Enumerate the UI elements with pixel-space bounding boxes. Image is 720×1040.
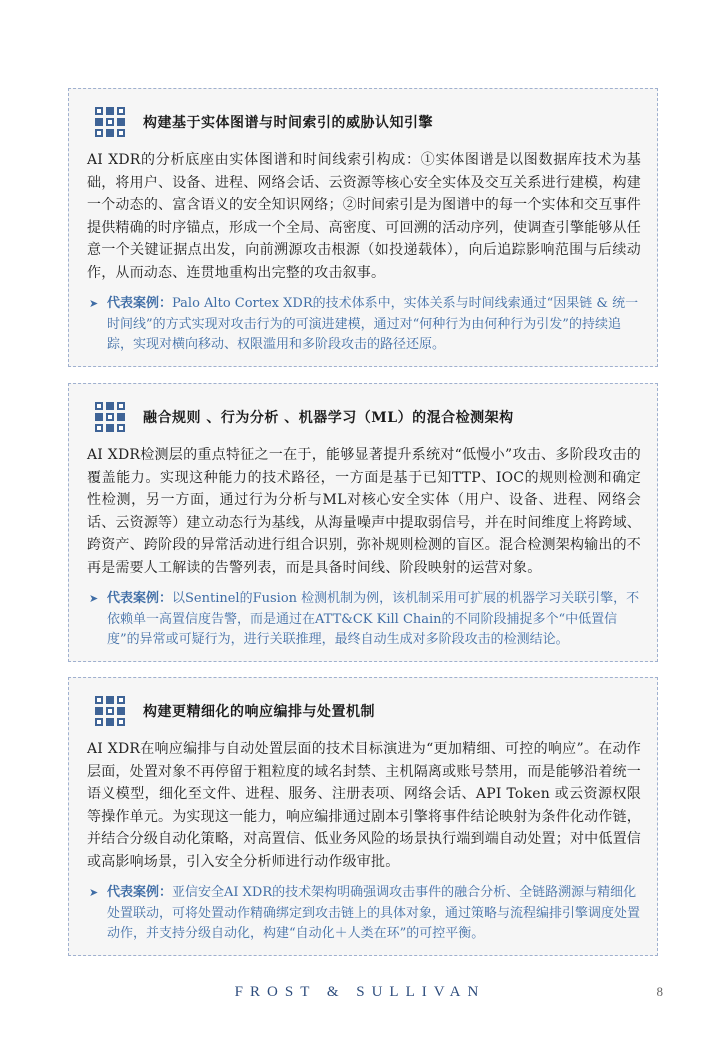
section-card-3 bbox=[68, 677, 658, 956]
example-text: 亚信安全AI XDR的技术架构明确强调攻击事件的融合分析、全链路溯源与精细化处置联动，可将处置动作精确绑定到攻击链上的具体对象，通过策略与流程编排引擎调度处置动作，并支持分级自动化，构建“自动化＋人类在环”的可控平衡。 bbox=[107, 885, 641, 941]
example-content bbox=[107, 883, 641, 945]
example-label: 代表案例： bbox=[107, 591, 173, 606]
section-header bbox=[87, 398, 641, 436]
section-body: AI XDR在响应编排与自动处置层面的技术目标演进为“更加精细、可控的响应”。在动作层面，处置对象不再停留于粗粒度的域名封禁、主机隔离或账号禁用，而是能够沿着统一语义模型，细化至文件、进程、服务、注册表项、网络会话、API Token 或云资源权限等操作单元。为实现这一能力，响应编排通过剧本引擎将事件结论映射为条件化动作链，并结合分级自动化策略，对高置信、低业务风险的场景执行端到端自动处置；对中低置信或高影响场景，引入安全分析师进行动作级审批。 bbox=[87, 741, 641, 870]
section-title: 构建基于实体图谱与时间索引的威胁认知引擎 bbox=[143, 115, 433, 131]
section-body: AI XDR的分析底座由实体图谱和时间线索引构成：①实体图谱是以图数据库技术为基础，将用户、设备、进程、网络会话、云资源等核心安全实体及交互关系进行建模，构建一个动态的、富含语义的安全知识网络；②时间索引是为图谱中的每一个实体和交互事件提供精确的时序锚点，形成一个全局、高密度、可回溯的活动序列，使调查引擎能够从任意一个关键证据点出发，向前溯源攻击根源（如投递载体），向后追踪影响范围与后续动作，从而动态、连贯地重构出完整的攻击叙事。 bbox=[87, 152, 641, 281]
page-number: 8 bbox=[656, 984, 663, 999]
section-title: 融合规则 、行为分析 、机器学习（ML）的混合检测架构 bbox=[143, 410, 514, 426]
section-title: 构建更精细化的响应编排与处置机制 bbox=[143, 704, 375, 720]
example-content bbox=[107, 589, 641, 651]
example-text: 以Sentinel的Fusion 检测机制为例，该机制采用可扩展的机器学习关联引擎，不依赖单一高置信度告警，而是通过在ATT&CK Kill Chain的不同阶段捕捉多个“中低置信度”的异常或可疑行为，进行关联推理，最终自动生成对多阶段攻击的检测结论。 bbox=[107, 591, 640, 647]
brand-logo: FROST & SULLIVAN bbox=[234, 984, 486, 1000]
example-block bbox=[89, 294, 641, 356]
grid-icon bbox=[95, 696, 125, 726]
triangle-right-icon: ➤ bbox=[89, 592, 99, 605]
example-block bbox=[89, 883, 641, 945]
section-card-2 bbox=[68, 383, 658, 662]
section-body: AI XDR检测层的重点特征之一在于，能够显著提升系统对“低慢小”攻击、多阶段攻击的覆盖能力。实现这种能力的技术路径，一方面是基于已知TTP、IOC的规则检测和确定性检测，另一方面，通过行为分析与ML对核心安全实体（用户、设备、进程、网络会话、云资源等）建立动态行为基线，从海量噪声中提取弱信号，并在时间维度上将跨域、跨资产、跨阶段的异常活动进行组合识别，弥补规则检测的盲区。混合检测架构输出的不再是需要人工解读的告警列表，而是具备时间线、阶段映射的运营对象。 bbox=[87, 447, 641, 576]
example-content bbox=[107, 294, 641, 356]
section-header bbox=[87, 103, 641, 141]
grid-icon bbox=[95, 402, 125, 432]
section-card-1 bbox=[68, 88, 658, 367]
example-block bbox=[89, 589, 641, 651]
triangle-right-icon: ➤ bbox=[89, 886, 99, 899]
example-label: 代表案例： bbox=[107, 296, 173, 311]
example-text: Palo Alto Cortex XDR的技术体系中，实体关系与时间线索通过“因果链 & 统一时间线”的方式实现对攻击行为的可演进建模，通过对“何种行为由何种行为引发”的持续追踪，实现对横向移动、权限滥用和多阶段攻击的路径还原。 bbox=[107, 296, 639, 352]
triangle-right-icon: ➤ bbox=[89, 297, 99, 310]
grid-icon bbox=[95, 107, 125, 137]
example-label: 代表案例： bbox=[107, 885, 173, 900]
section-header bbox=[87, 692, 641, 730]
